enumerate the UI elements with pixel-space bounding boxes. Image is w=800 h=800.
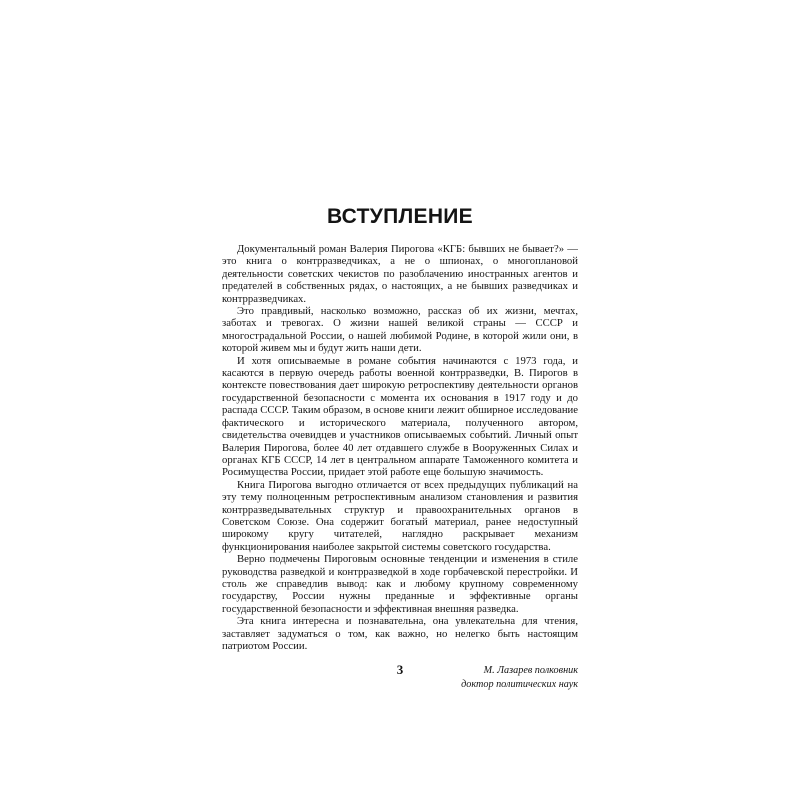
paragraph: Верно подмечены Пироговым основные тенденции и изменения в стиле руководства разведкой и контрразведкой в ходе горбачевской перестройки. И столь же справедлив вывод: как и любому крупному современному государству, России нужны преданные и эффективные органы государственной безопасности и эффективная внешняя разведка.: [222, 553, 578, 615]
signature-title: доктор политических наук: [461, 679, 578, 691]
paragraph: Документальный роман Валерия Пирогова «КГБ: бывших не бывает?» — это книга о контрразведчиках, а не о шпионах, о многоплановой деятельности советских чекистов по разоблачению иностранных агентов и предателей в собственных рядах, о настоящих, а не бывших разведчиках и контрразведчиках.: [222, 243, 578, 305]
page-number: 3: [396, 662, 404, 677]
page-title: ВСТУПЛЕНИЕ: [326, 205, 473, 228]
paragraph: Эта книга интересна и познавательна, она увлекательна для чтения, заставляет задуматься о том, как важно, но нелегко быть настоящим патриотом России.: [222, 615, 578, 652]
page-body: [222, 204, 578, 692]
signature-name: М. Лазарев полковник: [483, 665, 578, 677]
paragraph: Это правдивый, насколько возможно, рассказ об их жизни, мечтах, заботах и тревогах. О жизни нашей великой страны — СССР и многострадальной России, о нашей любимой Родине, в которой жили они, в которой живем мы и будут жить наши дети.: [222, 305, 578, 355]
paragraph: Книга Пирогова выгодно отличается от всех предыдущих публикаций на эту тему полноценным ретроспективным анализом становления и развития контрразведывательных структур и правоохранительных органов в Советском Союзе. Она содержит богатый материал, ранее недоступный широкому кругу читателей, наглядно раскрывает механизм функционирования наиболее закрытой системы советского государства.: [222, 478, 578, 553]
paragraph: И хотя описываемые в романе события начинаются с 1973 года, и касаются в первую очередь работы военной контрразведки, В. Пирогов в контексте повествования дает широкую ретроспективу деятельности органов государственной безопасности с момента их основания в 1917 году и до распада СССР. Таким образом, в основе книги лежит обширное исследование фактического и исторического материала, полученного автором, свидетельства очевидцев и участников описываемых событий. Личный опыт Валерия Пирогова, более 40 лет отдавшего службе в Вооруженных Силах и органах КГБ СССР, 14 лет в центральном аппарате Таможенного комитета и Росимущества России, придает этой работе еще большую значимость.: [222, 354, 578, 479]
